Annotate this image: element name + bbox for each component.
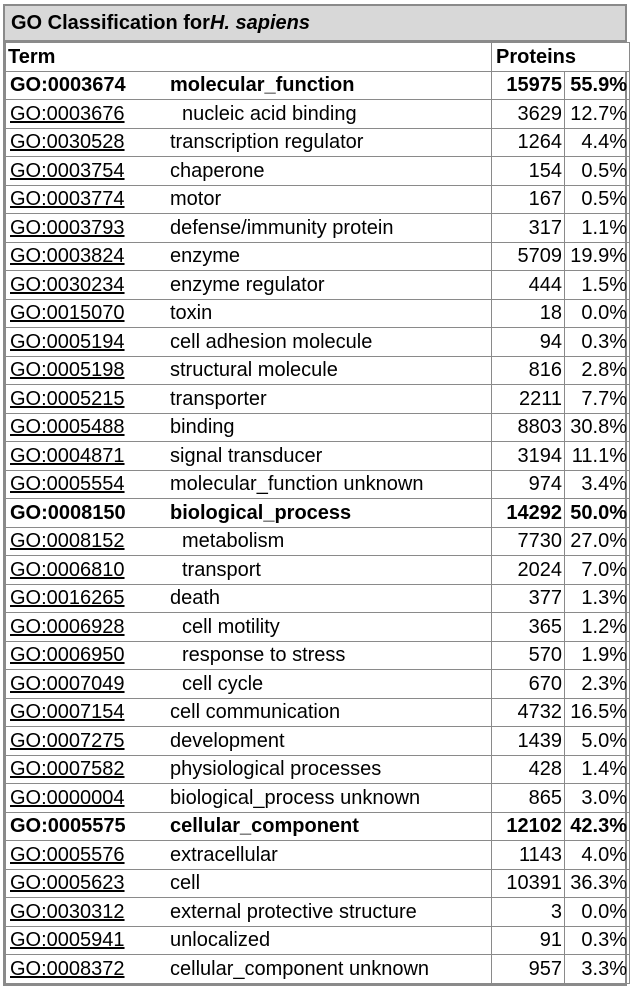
table-row (6, 299, 630, 328)
table-row (6, 470, 630, 499)
protein-percent: 19.9% (565, 242, 630, 271)
term-cell (6, 584, 492, 613)
go-id-link[interactable]: GO:0030234 (10, 273, 125, 296)
protein-count: 1439 (492, 727, 565, 756)
protein-percent: 0.5% (565, 157, 630, 186)
protein-count: 7730 (492, 527, 565, 556)
go-term-name: unlocalized (170, 929, 271, 952)
protein-percent: 1.2% (565, 613, 630, 642)
go-id-link[interactable]: GO:0005576 (10, 843, 125, 866)
table-row (6, 784, 630, 813)
table-row (6, 356, 630, 385)
term-column-header: Term (6, 43, 492, 72)
table-row (6, 442, 630, 471)
go-term-name: motor (170, 188, 222, 211)
go-id-link[interactable]: GO:0030528 (10, 131, 125, 154)
protein-percent: 0.0% (565, 299, 630, 328)
term-cell (6, 157, 492, 186)
table-row (6, 955, 630, 984)
term-cell (6, 755, 492, 784)
term-cell (6, 185, 492, 214)
protein-percent: 3.3% (565, 955, 630, 984)
table-row-category (6, 499, 630, 528)
protein-percent: 4.4% (565, 128, 630, 157)
protein-count: 865 (492, 784, 565, 813)
go-term-name: defense/immunity protein (170, 216, 394, 239)
table-row (6, 271, 630, 300)
go-id-link[interactable]: GO:0005488 (10, 416, 125, 439)
go-id-link[interactable]: GO:0003774 (10, 188, 125, 211)
go-id-link[interactable]: GO:0005623 (10, 872, 125, 895)
protein-percent: 1.1% (565, 214, 630, 243)
term-cell (6, 641, 492, 670)
go-term-name: cellular_component (170, 815, 359, 838)
go-id-link[interactable]: GO:0005215 (10, 387, 125, 410)
go-id-link[interactable]: GO:0030312 (10, 900, 125, 923)
protein-percent: 4.0% (565, 841, 630, 870)
protein-count: 365 (492, 613, 565, 642)
panel-title-species: H. sapiens (209, 11, 310, 34)
table-row (6, 527, 630, 556)
go-id-link[interactable]: GO:0003793 (10, 216, 125, 239)
term-cell (6, 71, 492, 100)
protein-count: 15975 (492, 71, 565, 100)
go-id-link[interactable]: GO:0003754 (10, 159, 125, 182)
term-cell (6, 499, 492, 528)
term-cell (6, 442, 492, 471)
proteins-column-header: Proteins (492, 43, 630, 72)
go-term-name: cell communication (170, 701, 341, 724)
protein-count: 377 (492, 584, 565, 613)
term-cell (6, 299, 492, 328)
go-term-name: development (170, 729, 285, 752)
go-id-link[interactable]: GO:0006950 (10, 644, 125, 667)
go-term-name: death (170, 587, 221, 610)
go-term-name: cellular_component unknown (170, 957, 430, 980)
go-term-name: transcription regulator (170, 131, 364, 154)
protein-count: 428 (492, 755, 565, 784)
term-cell (6, 926, 492, 955)
term-cell (6, 100, 492, 129)
go-term-name: nucleic acid binding (182, 102, 357, 125)
go-id-link[interactable]: GO:0006928 (10, 615, 125, 638)
table-row (6, 869, 630, 898)
protein-count: 10391 (492, 869, 565, 898)
go-term-name: binding (170, 416, 235, 439)
panel-title-prefix: GO Classification for (11, 11, 210, 34)
protein-percent: 1.3% (565, 584, 630, 613)
protein-percent: 3.4% (565, 470, 630, 499)
table-row (6, 100, 630, 129)
table-row (6, 670, 630, 699)
panel-title (5, 6, 625, 42)
go-term-name: cell adhesion molecule (170, 330, 373, 353)
protein-percent: 30.8% (565, 413, 630, 442)
go-id-link[interactable]: GO:0005941 (10, 929, 125, 952)
table-row (6, 613, 630, 642)
go-term-name: chaperone (170, 159, 265, 182)
term-cell (6, 356, 492, 385)
go-term-name: biological_process (170, 501, 352, 524)
go-term-name: response to stress (182, 644, 346, 667)
go-term-name: extracellular (170, 843, 278, 866)
table-row (6, 185, 630, 214)
protein-count: 5709 (492, 242, 565, 271)
protein-count: 3629 (492, 100, 565, 129)
protein-count: 3 (492, 898, 565, 927)
table-row (6, 841, 630, 870)
protein-percent: 1.5% (565, 271, 630, 300)
protein-percent: 1.4% (565, 755, 630, 784)
go-id-link[interactable]: GO:0000004 (10, 786, 125, 809)
go-id-link[interactable]: GO:0003674 (10, 74, 126, 97)
go-id-link[interactable]: GO:0007154 (10, 701, 125, 724)
term-cell (6, 527, 492, 556)
table-row (6, 755, 630, 784)
protein-count: 94 (492, 328, 565, 357)
go-term-name: molecular_function unknown (170, 473, 424, 496)
term-cell (6, 784, 492, 813)
protein-percent: 2.3% (565, 670, 630, 699)
go-id-link[interactable]: GO:0008372 (10, 957, 125, 980)
go-id-link[interactable]: GO:0004871 (10, 444, 125, 467)
go-id-link[interactable]: GO:0006810 (10, 558, 125, 581)
go-term-name: toxin (170, 302, 213, 325)
go-term-name: enzyme (170, 245, 241, 268)
protein-count: 12102 (492, 812, 565, 841)
go-id-link[interactable]: GO:0007582 (10, 758, 125, 781)
table-row (6, 128, 630, 157)
table-row (6, 641, 630, 670)
go-term-name: external protective structure (170, 900, 417, 923)
table-row (6, 727, 630, 756)
go-id-link[interactable]: GO:0008152 (10, 530, 125, 553)
table-row (6, 328, 630, 357)
protein-percent: 0.0% (565, 898, 630, 927)
table-row (6, 385, 630, 414)
protein-count: 3194 (492, 442, 565, 471)
go-term-name: molecular_function (170, 74, 355, 97)
go-term-name: signal transducer (170, 444, 323, 467)
term-cell (6, 698, 492, 727)
table-row (6, 413, 630, 442)
table-row-category (6, 812, 630, 841)
protein-percent: 42.3% (565, 812, 630, 841)
protein-percent: 12.7% (565, 100, 630, 129)
go-id-link[interactable]: GO:0005198 (10, 359, 125, 382)
protein-count: 816 (492, 356, 565, 385)
go-id-link[interactable]: GO:0016265 (10, 587, 125, 610)
table-row (6, 926, 630, 955)
go-id-link[interactable]: GO:0005575 (10, 815, 126, 838)
protein-count: 154 (492, 157, 565, 186)
protein-count: 1143 (492, 841, 565, 870)
go-term-name: cell (170, 872, 201, 895)
protein-count: 317 (492, 214, 565, 243)
term-cell (6, 869, 492, 898)
protein-count: 167 (492, 185, 565, 214)
go-id-link[interactable]: GO:0003676 (10, 102, 125, 125)
go-term-name: metabolism (182, 530, 285, 553)
protein-percent: 2.8% (565, 356, 630, 385)
go-classification-table (5, 42, 630, 984)
term-cell (6, 214, 492, 243)
protein-percent: 0.3% (565, 926, 630, 955)
protein-count: 974 (492, 470, 565, 499)
go-id-link[interactable]: GO:0015070 (10, 302, 125, 325)
term-cell (6, 670, 492, 699)
protein-percent: 11.1% (565, 442, 630, 471)
go-term-name: physiological processes (170, 758, 382, 781)
protein-count: 18 (492, 299, 565, 328)
protein-count: 570 (492, 641, 565, 670)
protein-percent: 55.9% (565, 71, 630, 100)
go-term-name: cell cycle (182, 672, 264, 695)
term-cell (6, 128, 492, 157)
go-id-link[interactable]: GO:0003824 (10, 245, 125, 268)
table-row (6, 157, 630, 186)
term-cell (6, 955, 492, 984)
protein-count: 1264 (492, 128, 565, 157)
protein-count: 2024 (492, 556, 565, 585)
protein-percent: 7.7% (565, 385, 630, 414)
go-term-name: enzyme regulator (170, 273, 325, 296)
protein-percent: 27.0% (565, 527, 630, 556)
protein-count: 957 (492, 955, 565, 984)
term-cell (6, 556, 492, 585)
go-term-name: transporter (170, 387, 267, 410)
protein-count: 2211 (492, 385, 565, 414)
protein-count: 670 (492, 670, 565, 699)
term-cell (6, 413, 492, 442)
go-id-link[interactable]: GO:0008150 (10, 501, 126, 524)
table-body (6, 71, 630, 983)
term-cell (6, 727, 492, 756)
term-cell (6, 385, 492, 414)
protein-count: 4732 (492, 698, 565, 727)
term-cell (6, 841, 492, 870)
protein-percent: 50.0% (565, 499, 630, 528)
term-cell (6, 812, 492, 841)
go-id-link[interactable]: GO:0005554 (10, 473, 125, 496)
term-cell (6, 898, 492, 927)
protein-percent: 7.0% (565, 556, 630, 585)
table-row (6, 556, 630, 585)
term-cell (6, 271, 492, 300)
term-cell (6, 242, 492, 271)
term-cell (6, 613, 492, 642)
table-row (6, 214, 630, 243)
protein-percent: 5.0% (565, 727, 630, 756)
go-id-link[interactable]: GO:0005194 (10, 330, 125, 353)
go-term-name: cell motility (182, 615, 280, 638)
protein-percent: 16.5% (565, 698, 630, 727)
term-cell (6, 328, 492, 357)
go-term-name: biological_process unknown (170, 786, 421, 809)
protein-percent: 0.3% (565, 328, 630, 357)
protein-count: 91 (492, 926, 565, 955)
term-cell (6, 470, 492, 499)
go-id-link[interactable]: GO:0007275 (10, 729, 125, 752)
protein-percent: 1.9% (565, 641, 630, 670)
table-row (6, 242, 630, 271)
go-term-name: transport (182, 558, 261, 581)
table-row-category (6, 71, 630, 100)
protein-count: 444 (492, 271, 565, 300)
table-row (6, 584, 630, 613)
protein-percent: 3.0% (565, 784, 630, 813)
go-classification-panel (3, 4, 627, 986)
protein-percent: 36.3% (565, 869, 630, 898)
protein-count: 8803 (492, 413, 565, 442)
table-row (6, 898, 630, 927)
go-id-link[interactable]: GO:0007049 (10, 672, 125, 695)
protein-percent: 0.5% (565, 185, 630, 214)
table-row (6, 698, 630, 727)
table-header-row (6, 43, 630, 72)
go-term-name: structural molecule (170, 359, 338, 382)
protein-count: 14292 (492, 499, 565, 528)
